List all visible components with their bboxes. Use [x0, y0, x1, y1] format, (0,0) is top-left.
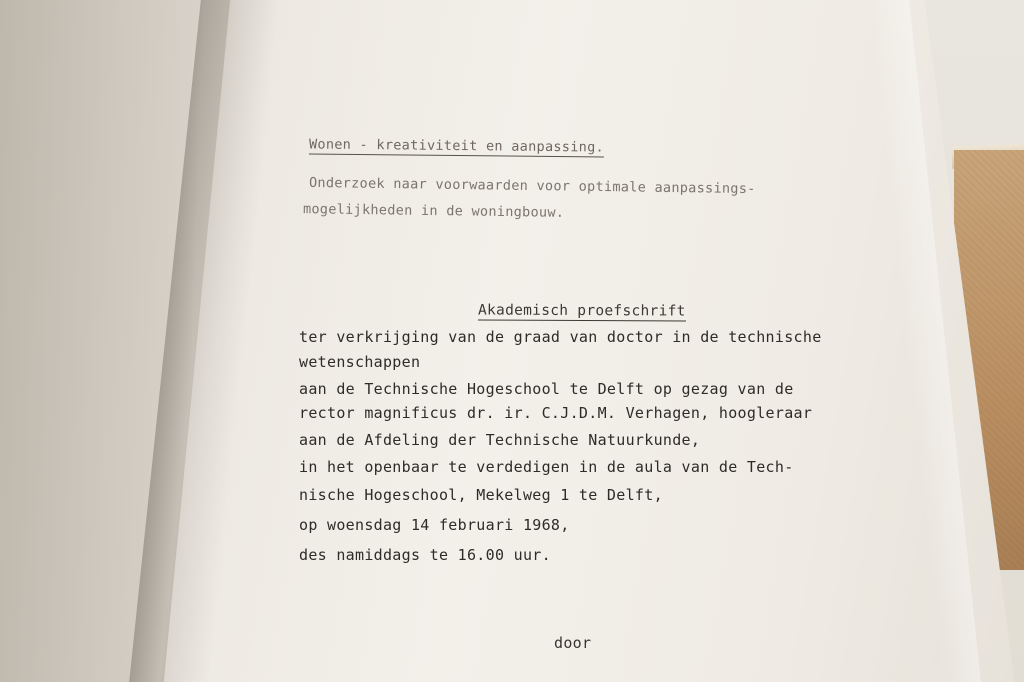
- body-line-4: rector magnificus dr. ir. C.J.D.M. Verhagen, hoogleraar: [299, 404, 813, 422]
- body-line-9: des namiddags te 16.00 uur.: [299, 546, 551, 564]
- body-line-3: aan de Technische Hogeschool te Delft op gezag van de: [299, 380, 794, 398]
- body-line-8: op woensdag 14 februari 1968,: [299, 516, 570, 534]
- subtitle-line-1: Onderzoek naar voorwaarden voor optimale aanpassings-: [308, 174, 756, 198]
- subtitle-line-2: mogelijkheden in de woningbouw.: [302, 201, 565, 221]
- thesis-heading: Akademisch proefschrift: [477, 302, 686, 320]
- body-line-7: nische Hogeschool, Mekelweg 1 te Delft,: [299, 486, 663, 504]
- body-line-1: ter verkrijging van de graad van doctor in de technische: [299, 328, 822, 346]
- author-preface-door: door: [554, 634, 592, 652]
- body-line-6: in het openbaar te verdedigen in de aula van de Tech-: [299, 458, 794, 476]
- body-line-2: wetenschappen: [299, 353, 421, 371]
- body-line-5: aan de Afdeling der Technische Natuurkunde,: [299, 431, 701, 449]
- document-title: Wonen - kreativiteit en aanpassing.: [308, 136, 605, 156]
